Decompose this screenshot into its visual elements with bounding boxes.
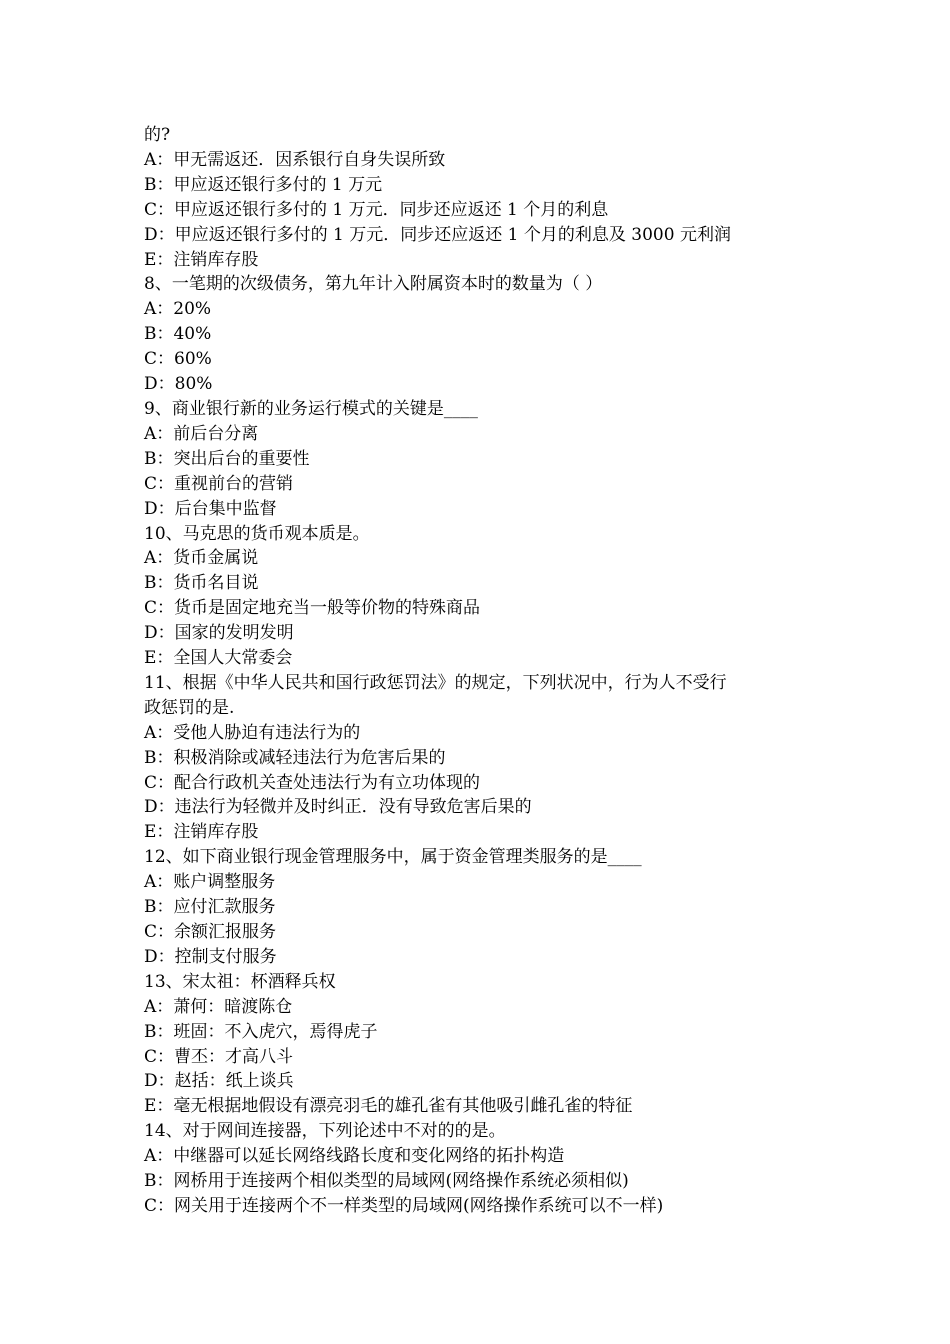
- text-line: 11、根据《中华人民共和国行政惩罚法》的规定，下列状况中，行为人不受行: [144, 672, 727, 693]
- text-line: 8、一笔期的次级债务，第九年计入附属资本时的数量为（ ）: [144, 274, 603, 295]
- text-line: A：账户调整服务: [144, 872, 276, 893]
- text-line: A：中继器可以延长网络线路长度和变化网络的拓扑构造: [144, 1146, 565, 1167]
- text-line: 政惩罚的是.: [144, 697, 235, 718]
- text-line: D：甲应返还银行多付的 1 万元．同步还应返还 1 个月的利息及 3000 元利润: [144, 224, 731, 245]
- text-line: C：60%: [144, 349, 212, 370]
- text-line: B：网桥用于连接两个相似类型的局域网(网络操作系统必须相似): [144, 1171, 629, 1192]
- text-line: 13、宋太祖：杯酒释兵权: [144, 971, 336, 992]
- text-line: D：后台集中监督: [144, 498, 277, 519]
- text-line: D：控制支付服务: [144, 946, 277, 967]
- text-line: 10、马克思的货币观本质是。: [144, 523, 370, 544]
- text-line: 的?: [144, 125, 171, 145]
- text-line: B：40%: [144, 324, 212, 345]
- text-line: A：货币金属说: [144, 548, 259, 569]
- text-line: C：甲应返还银行多付的 1 万元．同步还应返还 1 个月的利息: [144, 199, 609, 220]
- text-line: 12、如下商业银行现金管理服务中，属于资金管理类服务的是____: [144, 847, 642, 868]
- text-line: A：甲无需返还．因系银行自身失误所致: [144, 149, 446, 170]
- text-line: B：货币名目说: [144, 573, 259, 594]
- text-line: B：突出后台的重要性: [144, 448, 310, 469]
- text-line: E：注销库存股: [144, 249, 259, 270]
- text-line: D：80%: [144, 374, 213, 395]
- text-line: E：毫无根据地假设有漂亮羽毛的雄孔雀有其他吸引雌孔雀的特征: [144, 1096, 633, 1117]
- text-line: E：全国人大常委会: [144, 648, 293, 669]
- text-line: B：积极消除或减轻违法行为危害后果的: [144, 747, 446, 768]
- text-line: C：重视前台的营销: [144, 473, 294, 494]
- text-line: A：受他人胁迫有违法行为的: [144, 722, 361, 743]
- text-line: D：国家的发明发明: [144, 623, 294, 644]
- text-line: A：20%: [144, 299, 212, 320]
- text-line: C：曹丕：才高八斗: [144, 1046, 294, 1067]
- text-line: C：货币是固定地充当一般等价物的特殊商品: [144, 598, 481, 619]
- document-body: [144, 123, 824, 1219]
- text-line: D：违法行为轻微并及时纠正．没有导致危害后果的: [144, 797, 532, 818]
- text-line: A：萧何：暗渡陈仓: [144, 996, 293, 1017]
- text-line: C：配合行政机关查处违法行为有立功体现的: [144, 772, 481, 793]
- text-line: B：应付汇款服务: [144, 897, 276, 918]
- text-line: C：余额汇报服务: [144, 922, 277, 942]
- text-line: D：赵括：纸上谈兵: [144, 1071, 294, 1092]
- text-line: B：甲应返还银行多付的 1 万元: [144, 174, 383, 195]
- text-line: E：注销库存股: [144, 822, 259, 843]
- text-line: A：前后台分离: [144, 423, 259, 444]
- text-line: 14、对于网间连接器，下列论述中不对的的是。: [144, 1121, 506, 1142]
- text-line: 9、商业银行新的业务运行模式的关键是____: [144, 398, 478, 419]
- text-line: B：班固：不入虎穴，焉得虎子: [144, 1021, 378, 1042]
- text-line: C：网关用于连接两个不一样类型的局域网(网络操作系统可以不一样): [144, 1195, 664, 1216]
